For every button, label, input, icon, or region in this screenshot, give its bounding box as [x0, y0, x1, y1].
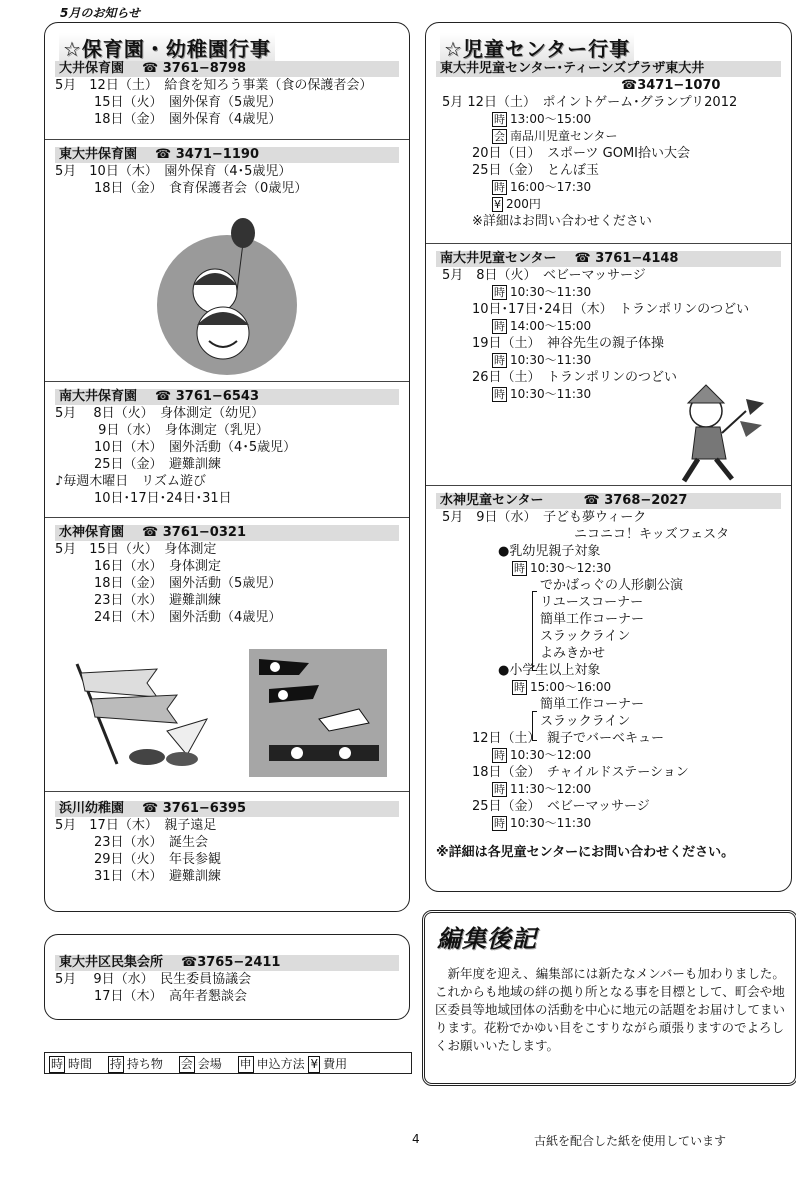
section-heading: 水神児童センター ☎ 3768−2027 — [436, 493, 781, 509]
running-child-illustration — [666, 381, 766, 491]
editors-note-box — [422, 910, 796, 1086]
group-heading: ●乳幼児親子対象 — [498, 544, 601, 559]
time-row: 時 16:00〜17:30 — [494, 180, 592, 194]
time-row: 時 10:30〜11:30 — [494, 353, 592, 367]
time-row: 時 13:00〜15:00 — [494, 112, 592, 126]
section-suijin — [55, 525, 399, 626]
section-heading: 東大井区民集会所 ☎3765−2411 — [55, 955, 399, 971]
section-higashioi-center — [436, 61, 781, 230]
event-row: 20日（日） スポーツ GOMI拾い大会 — [472, 146, 691, 161]
event-row: 10日･17日･24日･31日 — [55, 491, 232, 506]
event-row: 5月 12日（土） ポイントゲーム･グランプリ2012 — [442, 95, 738, 110]
time-row: 時 10:30〜11:30 — [494, 285, 592, 299]
event-row: 5月 12日（土） 給食を知ろう事業（食の保護者会） — [55, 78, 373, 93]
legend-tag: 会 — [180, 1057, 193, 1071]
event-row: 5月 10日（木） 園外保育（4･5歳児） — [55, 164, 292, 179]
section-heading: 大井保育園 ☎ 3761−8798 — [55, 61, 399, 77]
divider — [45, 517, 409, 518]
section-hamakawa — [55, 801, 399, 885]
legend-label: 申込方法 — [256, 1057, 305, 1071]
section-heading: 水神保育園 ☎ 3761−0321 — [55, 525, 399, 541]
section-heading: 東大井保育園 ☎ 3471−1190 — [55, 147, 399, 163]
activity-item: スラックライン — [540, 714, 631, 729]
divider — [426, 243, 791, 244]
event-row: 5月 9日（水） 子ども夢ウィーク — [442, 510, 647, 525]
activity-item: 簡単工作コーナー — [540, 612, 645, 627]
fee-row: ¥ 200円 — [494, 197, 541, 211]
divider — [426, 485, 791, 486]
event-row: 5月 9日（水） 民生委員協議会 — [55, 972, 252, 987]
community-hall-box — [44, 934, 410, 1020]
activity-item: でかばっぐの人形劇公演 — [540, 578, 684, 593]
legend-tag: ¥ — [310, 1057, 319, 1071]
time-row: 時 10:30〜11:30 — [494, 387, 592, 401]
divider — [45, 139, 409, 140]
time-row: 時 15:00〜16:00 — [514, 680, 612, 694]
event-row: 5月 17日（木） 親子遠足 — [55, 818, 217, 833]
recycled-paper-note: 古紙を配合した紙を使用しています — [534, 1134, 727, 1148]
event-row: 5月 8日（火） ベビーマッサージ — [442, 268, 646, 283]
divider — [45, 381, 409, 382]
activity-item: スラックライン — [540, 629, 631, 644]
event-row: 10日（木） 園外活動（4･5歳児） — [55, 440, 297, 455]
group-heading: ●小学生以上対象 — [498, 663, 601, 678]
time-row: 時 10:30〜11:30 — [494, 816, 592, 830]
activity-item: よみきかせ — [540, 646, 606, 661]
section-heading: 南大井児童センター ☎ 3761−4148 — [436, 251, 781, 267]
event-row: 18日（金） 食育保護者会（0歳児） — [55, 181, 308, 196]
children-center-title: ☆児童センター行事 — [440, 33, 634, 62]
event-row: 23日（水） 誕生会 — [55, 835, 209, 850]
event-row: 18日（金） チャイルドステーション — [472, 765, 689, 780]
legend-label: 時間 — [68, 1057, 93, 1071]
event-row: 18日（金） 園外保育（4歳児） — [55, 112, 282, 127]
legend-tag: 申 — [239, 1057, 252, 1071]
event-row: 25日（金） ベビーマッサージ — [472, 799, 650, 814]
koinobori-closeup-illustration — [249, 649, 387, 777]
event-row: 5月 8日（火） 身体測定（幼児） — [55, 406, 265, 421]
section-higashioi — [55, 147, 399, 197]
tel: ☎3471−1070 — [621, 78, 721, 93]
legend-tag: 持 — [109, 1057, 122, 1071]
event-row: 5月 15日（火） 身体測定 — [55, 542, 217, 557]
bracket — [532, 711, 537, 741]
time-row: 時 14:00〜15:00 — [494, 319, 592, 333]
activity-item: 簡単工作コーナー — [540, 697, 645, 712]
bracket — [532, 591, 537, 671]
place-row: 会 南品川児童センター — [494, 129, 618, 143]
page-number: 4 — [412, 1132, 420, 1146]
event-row: 17日（木） 高年者懇談会 — [55, 989, 248, 1004]
event-row: 26日（土） トランポリンのつどい — [472, 370, 678, 385]
time-row: 時 10:30〜12:30 — [514, 561, 612, 575]
event-row: 18日（金） 園外活動（5歳児） — [55, 576, 282, 591]
event-subtitle: ニコニコ！キッズフェスタ — [574, 527, 730, 542]
divider — [45, 791, 409, 792]
event-row: 9日（水） 身体測定（乳児） — [55, 423, 269, 438]
time-row: 時 10:30〜12:00 — [494, 748, 592, 762]
children-balloon-illustration — [145, 213, 310, 378]
legend-label: 持ち物 — [126, 1057, 163, 1071]
event-row: 15日（火） 園外保育（5歳児） — [55, 95, 282, 110]
section-minamioi — [55, 389, 399, 507]
event-row: 10日･17日･24日（木） トランポリンのつどい — [472, 302, 750, 317]
editors-note-title: 編集後記 — [437, 925, 537, 953]
section-community-hall — [55, 955, 399, 1005]
event-row: 25日（金） とんぼ玉 — [472, 163, 600, 178]
event-row: 12日（土） 親子でバーベキュー — [472, 731, 665, 746]
event-row: 16日（水） 身体測定 — [55, 559, 222, 574]
time-row: 時 11:30〜12:00 — [494, 782, 592, 796]
section-heading: 浜川幼稚園 ☎ 3761−6395 — [55, 801, 399, 817]
event-row: 25日（金） 避難訓練 — [55, 457, 222, 472]
children-center-box — [425, 22, 792, 892]
editors-note-body: 新年度を迎え、編集部には新たなメンバーも加わりました。これからも地域の絆の拠り所となる事を目標として、町会や地区委員等地域団体の活動を中心に地元の話題をお届けしてまいります。花粉でかゆい目をこすりながら頑張りますのでよろしくお願いいたします。 — [435, 966, 786, 1053]
legend-label: 費用 — [323, 1057, 348, 1071]
koinobori-kabuto-illustration — [67, 659, 217, 769]
note: ※詳細は各児童センターにお問い合わせください。 — [436, 845, 735, 860]
header-title: 5月のお知らせ — [60, 6, 140, 20]
section-suijin-center — [436, 493, 781, 861]
nursery-events-title: ☆保育園・幼稚園行事 — [59, 33, 275, 62]
event-row: 31日（木） 避難訓練 — [55, 869, 222, 884]
section-heading: 東大井児童センター･ティーンズプラザ東大井 — [436, 61, 781, 77]
event-row: 24日（木） 園外活動（4歳児） — [55, 610, 282, 625]
legend-tag: 時 — [51, 1057, 64, 1071]
section-heading: 南大井保育園 ☎ 3761−6543 — [55, 389, 399, 405]
event-row: 23日（水） 避難訓練 — [55, 593, 222, 608]
nursery-events-box — [44, 22, 410, 912]
section-oi — [55, 61, 399, 128]
event-row: ♪毎週木曜日 リズム遊び — [55, 474, 207, 489]
note: ※詳細はお問い合わせください — [472, 214, 652, 229]
event-row: 19日（土） 神谷先生の親子体操 — [472, 336, 665, 351]
event-row: 29日（火） 年長参観 — [55, 852, 222, 867]
activity-item: リユースコーナー — [540, 595, 644, 610]
legend — [44, 1052, 412, 1074]
legend-label: 会場 — [197, 1057, 222, 1071]
